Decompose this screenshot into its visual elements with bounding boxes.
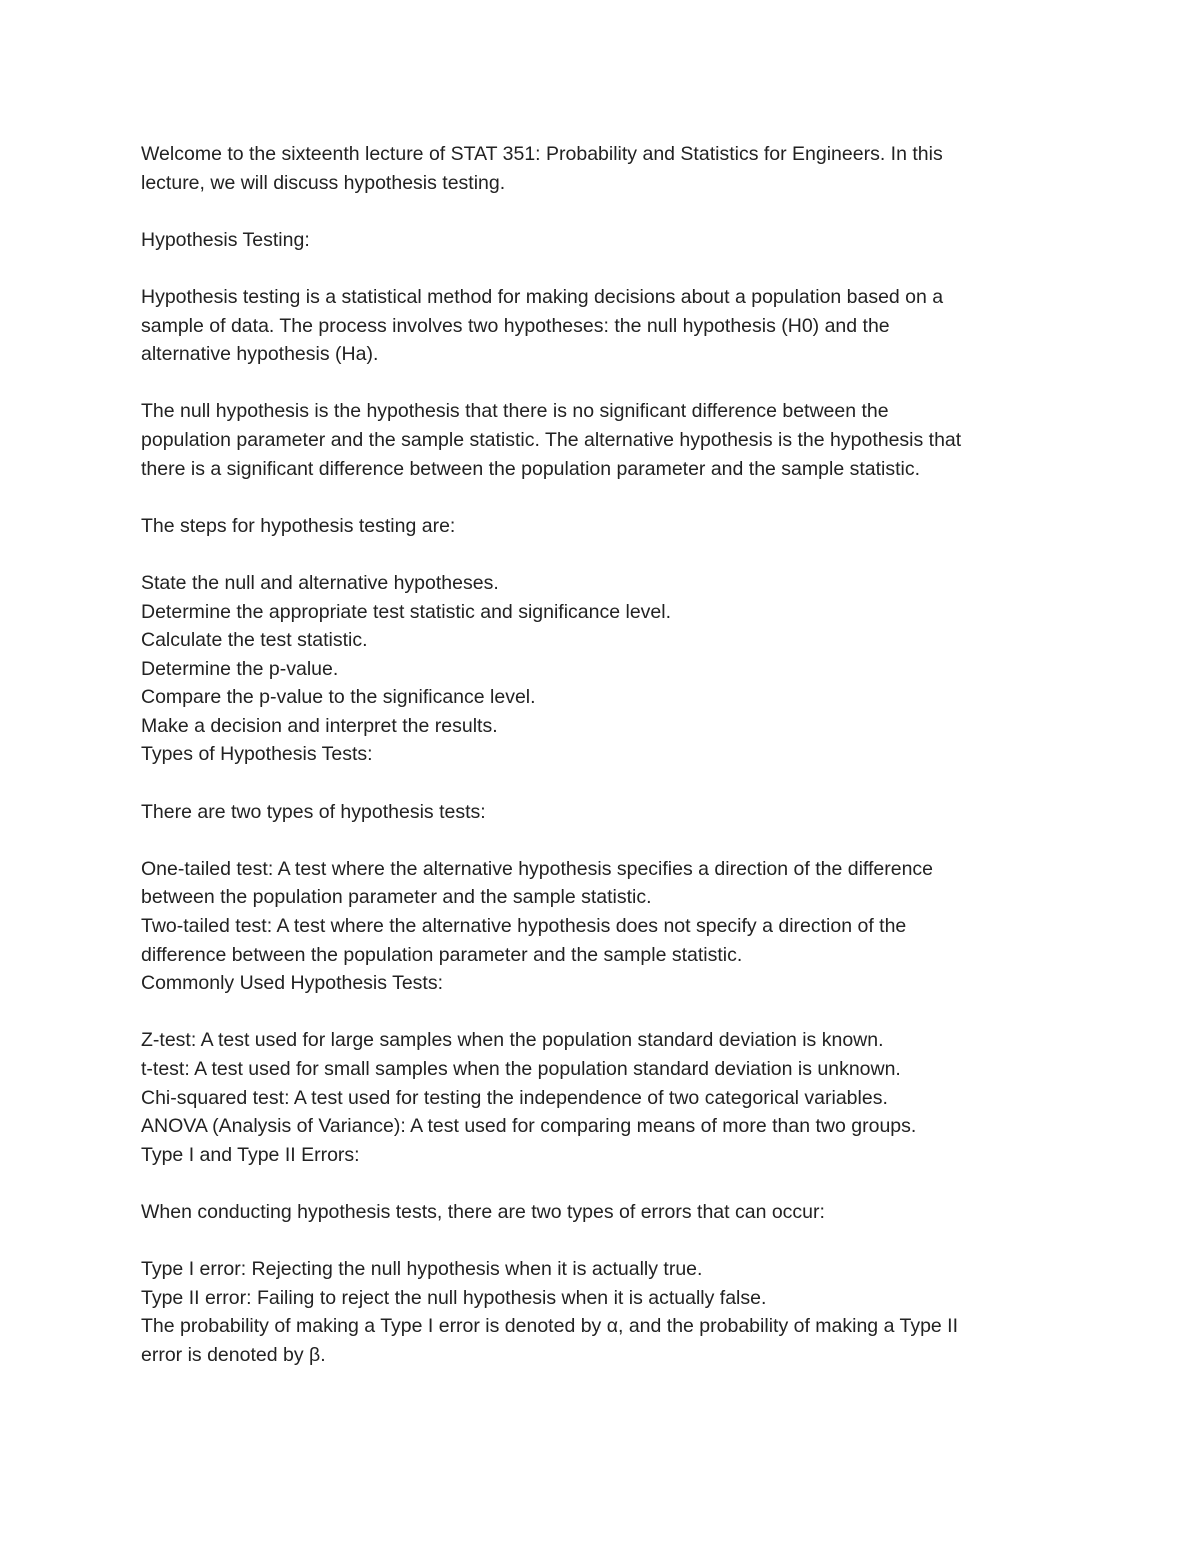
document-body — [141, 140, 1061, 1370]
heading-types: Types of Hypothesis Tests: — [141, 743, 373, 766]
steps-intro: The steps for hypothesis testing are: — [141, 514, 456, 537]
step-item: Make a decision and interpret the results. — [141, 714, 498, 737]
spacer — [141, 369, 1061, 398]
test-item: t-test: A test used for small samples when the population standard deviation is unknown. — [141, 1058, 901, 1080]
step-item: Calculate the test statistic. — [141, 629, 368, 652]
probability-line-1: The probability of making a Type I error is denoted by α, and the probability of making a Type II — [141, 1315, 959, 1338]
definition-line-2: sample of data. The process involves two hypotheses: the null hypothesis (H0) and the — [141, 314, 890, 337]
definition-line-3: alternative hypothesis (Ha). — [141, 343, 379, 366]
spacer — [141, 540, 1061, 569]
probability-line-2: error is denoted by β. — [141, 1343, 326, 1366]
type2-error: Type II error: Failing to reject the null hypothesis when it is actually false. — [141, 1286, 767, 1309]
null-hypothesis-line-3: there is a significant difference between the population parameter and the sample statistic. — [141, 457, 921, 480]
two-tailed-line-1: Two-tailed test: A test where the alternative hypothesis does not specify a direction of the — [141, 915, 907, 938]
null-hypothesis-line-2: population parameter and the sample statistic. The alternative hypothesis is the hypothesis that — [141, 428, 962, 451]
spacer — [141, 769, 1061, 798]
test-item: ANOVA (Analysis of Variance): A test used for comparing means of more than two groups. — [141, 1115, 917, 1138]
heading-errors: Type I and Type II Errors: — [141, 1143, 360, 1166]
step-item: State the null and alternative hypotheses. — [141, 571, 499, 594]
null-hypothesis-line-1: The null hypothesis is the hypothesis that there is no significant difference between the — [141, 400, 889, 423]
test-item: Chi-squared test: A test used for testing the independence of two categorical variables. — [141, 1086, 888, 1109]
spacer — [141, 254, 1061, 283]
spacer — [141, 998, 1061, 1027]
one-tailed-line-2: between the population parameter and the sample statistic. — [141, 886, 652, 909]
heading-common-tests: Commonly Used Hypothesis Tests: — [141, 972, 444, 995]
spacer — [141, 826, 1061, 855]
intro-line-1: Welcome to the sixteenth lecture of STAT 351: Probability and Statistics for Engineers. In this — [141, 143, 943, 165]
type1-error: Type I error: Rejecting the null hypothesis when it is actually true. — [141, 1258, 703, 1281]
spacer — [141, 1169, 1061, 1198]
types-intro: There are two types of hypothesis tests: — [141, 800, 486, 823]
step-item: Determine the appropriate test statistic and significance level. — [141, 600, 672, 623]
test-item: Z-test: A test used for large samples when the population standard deviation is known. — [141, 1029, 884, 1052]
two-tailed-line-2: difference between the population parameter and the sample statistic. — [141, 943, 743, 966]
intro-line-2: lecture, we will discuss hypothesis testing. — [141, 171, 506, 194]
spacer — [141, 197, 1061, 226]
heading-hypothesis-testing: Hypothesis Testing: — [141, 228, 310, 251]
errors-intro: When conducting hypothesis tests, there are two types of errors that can occur: — [141, 1200, 825, 1223]
spacer — [141, 1227, 1061, 1256]
one-tailed-line-1: One-tailed test: A test where the alternative hypothesis specifies a direction of the difference — [141, 857, 934, 880]
step-item: Compare the p-value to the significance level. — [141, 686, 536, 709]
spacer — [141, 483, 1061, 512]
definition-line-1: Hypothesis testing is a statistical method for making decisions about a population based on a — [141, 285, 944, 308]
step-item: Determine the p-value. — [141, 657, 339, 680]
